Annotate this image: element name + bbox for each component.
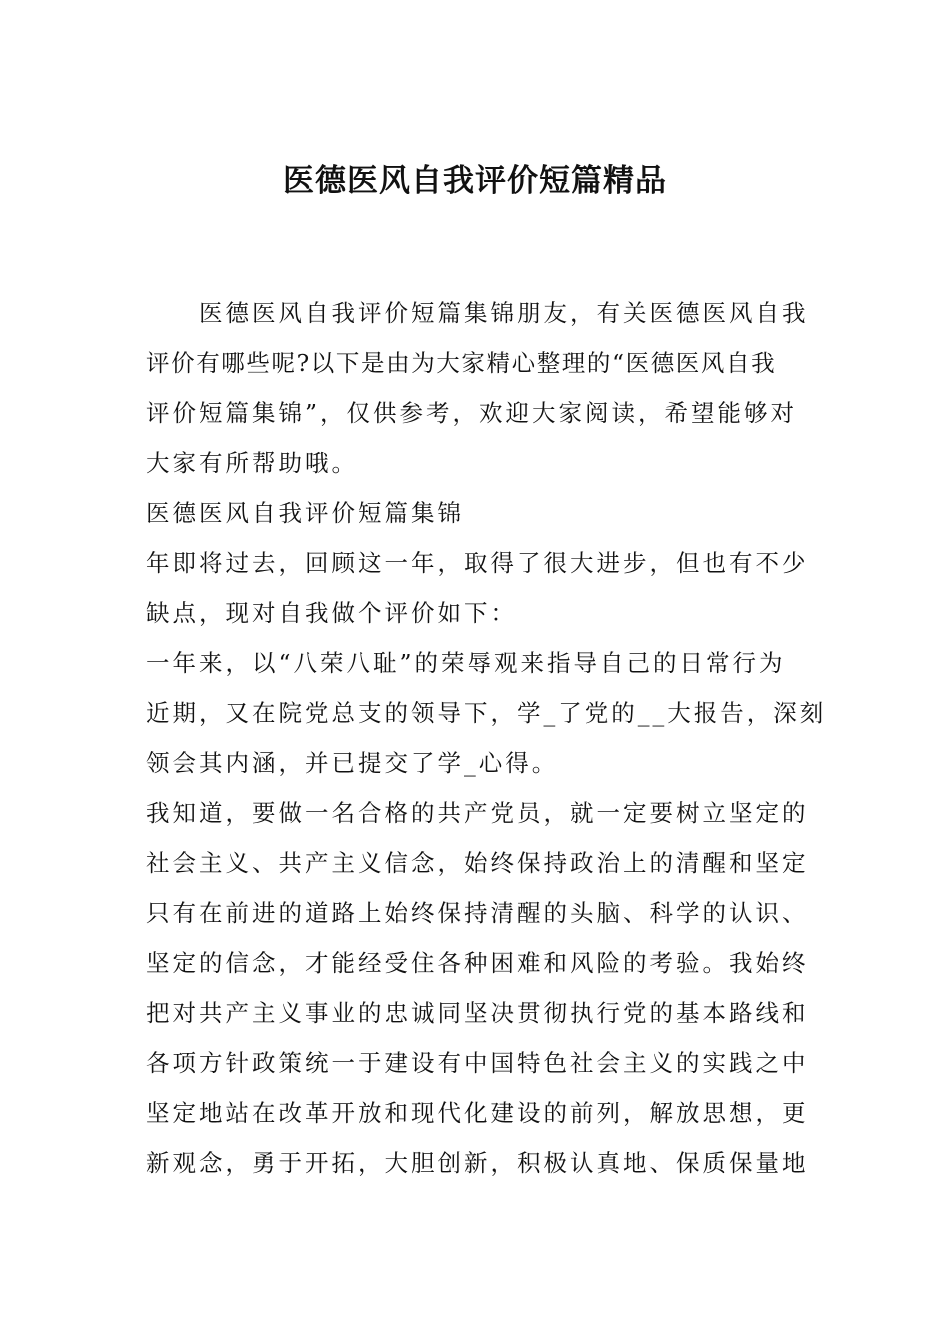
body-line: 新观念，勇于开拓，大胆创新，积极认真地、保质保量地 [146, 1149, 809, 1177]
body-line: 一年来，以“八荣八耻”的荣辱观来指导自己的日常行为 [146, 649, 786, 677]
body-line: 大家有所帮助哦。 [146, 449, 358, 477]
body-line: 评价有哪些呢?以下是由为大家精心整理的“医德医风自我 [146, 349, 777, 377]
body-line: 年即将过去，回顾这一年，取得了很大进步，但也有不少 [146, 549, 809, 577]
body-line: 医德医风自我评价短篇集锦朋友，有关医德医风自我 [146, 299, 809, 327]
body-line: 只有在前进的道路上始终保持清醒的头脑、科学的认识、 [146, 899, 809, 927]
body-line: 社会主义、共产主义信念，始终保持政治上的清醒和坚定 [146, 849, 809, 877]
body-line: 评价短篇集锦”，仅供参考，欢迎大家阅读，希望能够对 [146, 399, 798, 427]
document-title: 医德医风自我评价短篇精品 [283, 163, 667, 199]
body-line: 坚定的信念，才能经受住各种困难和风险的考验。我始终 [146, 949, 809, 977]
document-body [146, 288, 827, 1188]
body-line: 把对共产主义事业的忠诚同坚决贯彻执行党的基本路线和 [146, 999, 809, 1027]
body-line: 医德医风自我评价短篇集锦 [146, 499, 464, 527]
body-line: 坚定地站在改革开放和现代化建设的前列，解放思想，更 [146, 1099, 809, 1127]
body-line: 近期，又在院党总支的领导下，学_了党的__大报告，深刻 [146, 699, 827, 727]
body-line: 领会其内涵，并已提交了学_心得。 [146, 749, 559, 777]
body-line: 各项方针政策统一于建设有中国特色社会主义的实践之中 [146, 1049, 809, 1077]
body-line: 我知道，要做一名合格的共产党员，就一定要树立坚定的 [146, 799, 809, 827]
body-line: 缺点，现对自我做个评价如下： [146, 599, 517, 627]
